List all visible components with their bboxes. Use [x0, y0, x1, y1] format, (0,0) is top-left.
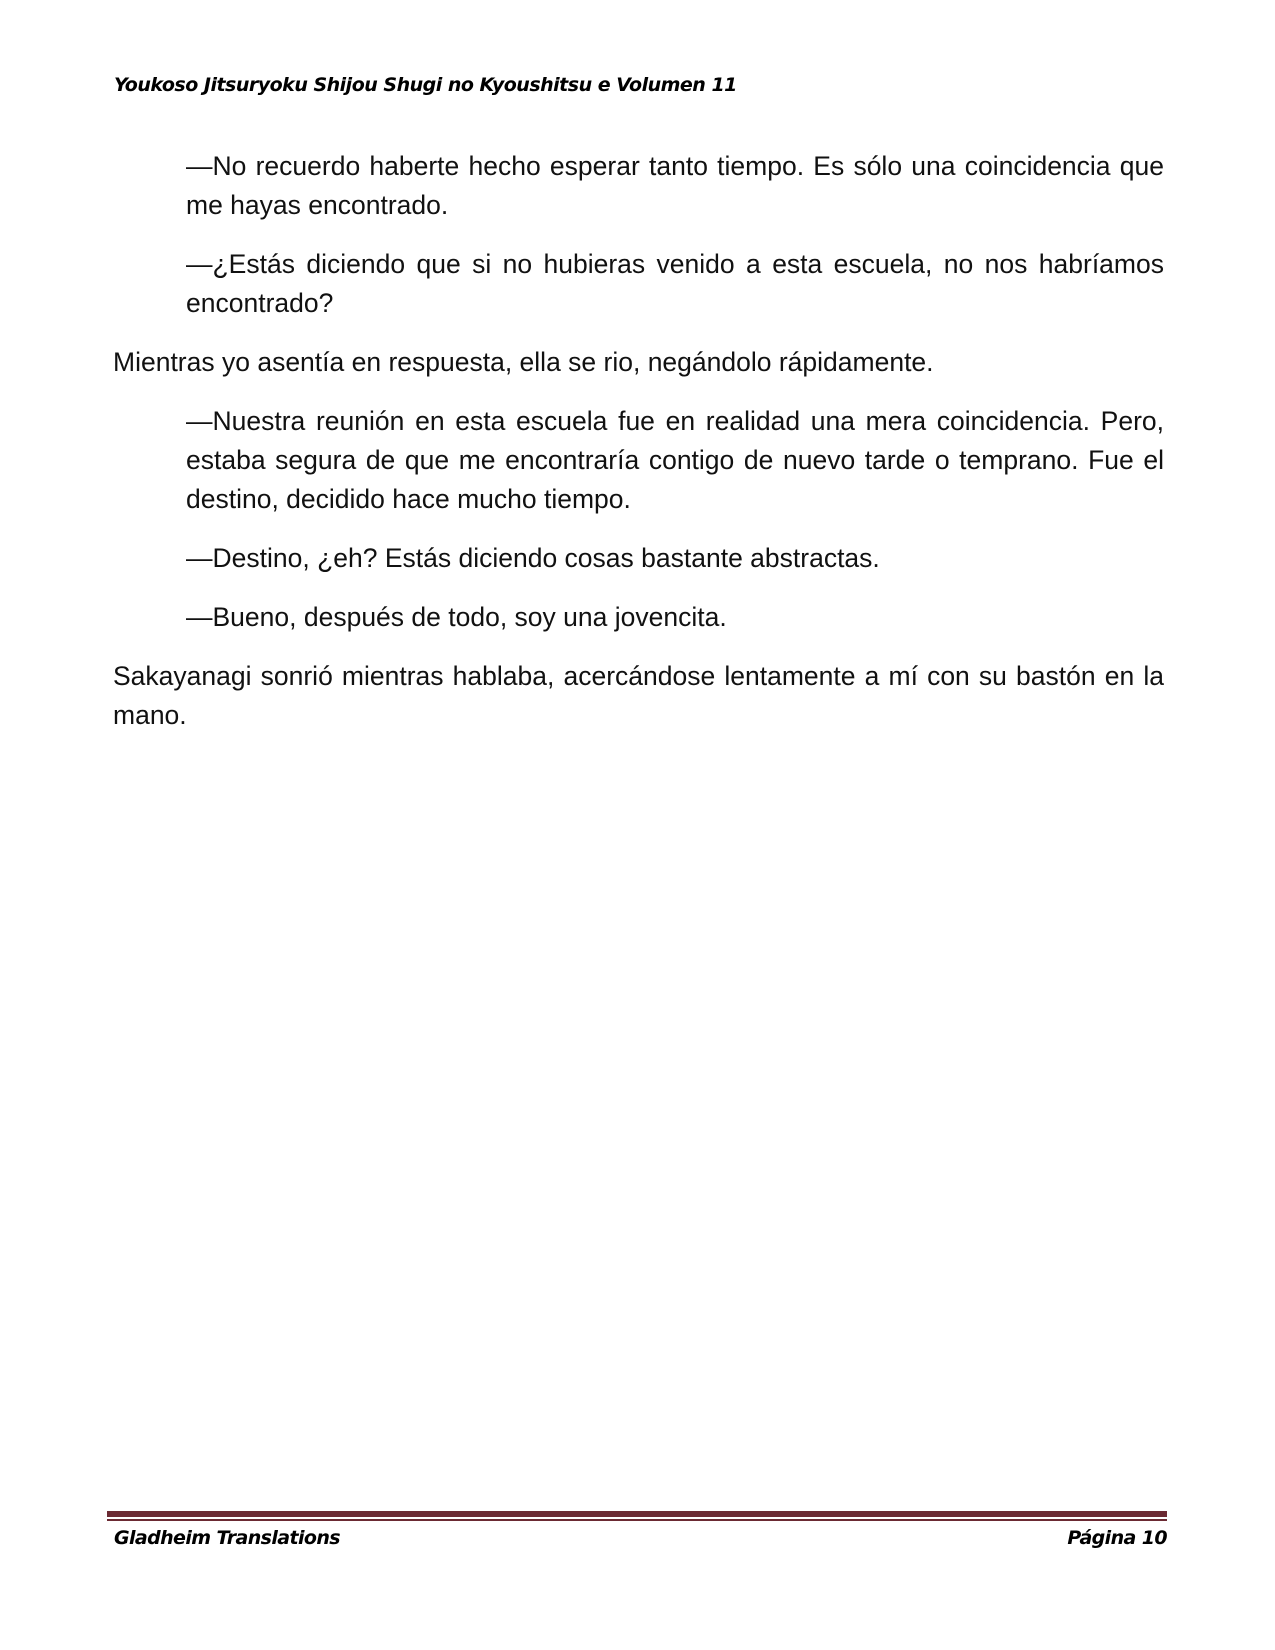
page-body [113, 147, 1164, 755]
page-number: Página 10 [1067, 1527, 1167, 1549]
paragraph-dialogue: —No recuerdo haberte hecho esperar tanto tiempo. Es sólo una coincidencia que me hayas encontrado. [186, 151, 1164, 220]
paragraph-dialogue: —Bueno, después de todo, soy una jovencita. [186, 602, 727, 632]
paragraph-dialogue: —Nuestra reunión en esta escuela fue en realidad una mera coincidencia. Pero, estaba segura de que me encontraría contigo de nuevo tarde o temprano. Fue el destino, decidido hace mucho tiempo. [186, 406, 1164, 514]
footer-rule-thin [107, 1519, 1167, 1521]
paragraph-narration: Mientras yo asentía en respuesta, ella se rio, negándolo rápidamente. [113, 347, 934, 377]
footer-rule-thick [107, 1511, 1167, 1517]
paragraph-dialogue: —¿Estás diciendo que si no hubieras venido a esta escuela, no nos habríamos encontrado? [186, 249, 1164, 318]
footer-credit: Gladheim Translations [114, 1527, 340, 1549]
paragraph-narration: Sakayanagi sonrió mientras hablaba, acercándose lentamente a mí con su bastón en la mano. [113, 661, 1164, 730]
paragraph-dialogue: —Destino, ¿eh? Estás diciendo cosas bastante abstractas. [186, 543, 880, 573]
running-header: Youkoso Jitsuryoku Shijou Shugi no Kyoushitsu e Volumen 11 [114, 74, 737, 96]
